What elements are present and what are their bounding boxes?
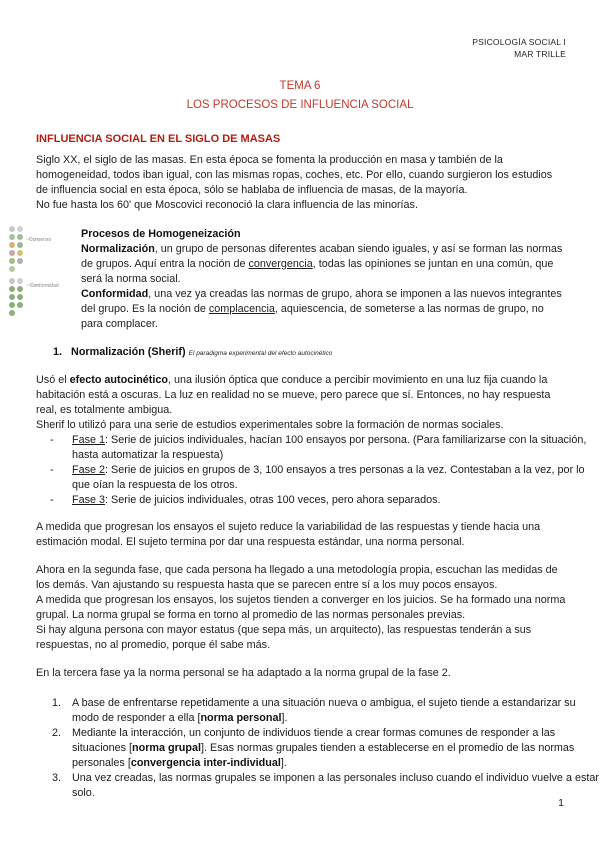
figure-label-bottom: Conformidad bbox=[30, 283, 59, 289]
dots-conformity bbox=[9, 278, 23, 316]
conf-text: , una vez ya creadas las normas de grupo, ahora se imponen a las nuevos integrantes del grupo. Es la noción de bbox=[81, 288, 562, 315]
normalization-definition bbox=[81, 242, 564, 287]
term-conformity: Conformidad bbox=[81, 288, 149, 300]
norm-text: , un grupo de personas diferentes acaban siendo iguales, y así se forman las normas de grupos. Aquí entra la noción de bbox=[81, 243, 563, 270]
body-text: Usó el bbox=[36, 374, 70, 386]
conformity-definition bbox=[81, 287, 564, 332]
page-number: 1 bbox=[558, 797, 564, 809]
third-phase-paragraph: En la tercera fase ya la norma personal se ha adaptado a la norma grupal de la fase 2. bbox=[36, 667, 451, 679]
intro-paragraph bbox=[36, 153, 566, 213]
intro-text: Siglo XX, el siglo de las masas. En esta época se fomenta la producción en masa y también de la homogeneidad, todos iban igual, con las mismas ropas, coches, etc. Por ello, cuando surgieron los estudios de influencia social en esta época, sólo se hablaba de influencia de masas, de la mayoría. bbox=[36, 154, 553, 196]
heading-normalization bbox=[53, 345, 573, 361]
homog-title: Procesos de Homogeneización bbox=[81, 228, 241, 240]
heading-text: Normalización (Sherif) bbox=[71, 346, 186, 358]
dots-consensus bbox=[9, 226, 23, 272]
phase-label: Fase 2 bbox=[72, 464, 106, 476]
document-header bbox=[472, 36, 566, 60]
phase-text: : Serie de juicios individuales, otras 100 veces, pero ahora separados. bbox=[105, 494, 441, 506]
conclusions-list bbox=[36, 696, 600, 801]
autokinetic-paragraph bbox=[36, 373, 566, 433]
homogeneization-block bbox=[81, 227, 564, 332]
list-item: - Fase 1: Serie de juicios individuales, hacían 100 ensayos por persona. (Para familiarizarse con la situación, hasta automatizar la respuesta) bbox=[50, 434, 587, 461]
progress-paragraph: A medida que progresan los ensayos el sujeto reduce la variabilidad de las respuestas y tiende hacia una estimación modal. El sujeto termina por dar una respuesta estándar, una norma personal. bbox=[36, 521, 541, 548]
second-phase-text-c: Si hay alguna persona con mayor estatus (que sepa más, un arquitecto), las respuestas tenderán a sus respuestas, no al promedio, porque él sabe más. bbox=[36, 624, 532, 651]
body-text-cont: , una ilusión óptica que conduce a percibir movimiento en una luz fija cuando la habitación está a oscuras. La luz en realidad no se mueve, pero parece que sí. Entonces, no hay respuesta real, es totalmente ambigua. bbox=[36, 374, 551, 416]
term-convergence: convergencia bbox=[248, 258, 313, 270]
phase-label: Fase 1 bbox=[72, 434, 106, 446]
term-personal-norm: norma personal bbox=[200, 712, 282, 724]
second-phase-text-a: Ahora en la segunda fase, que cada persona ha llegado a una metodología propia, escuchan las medidas de los demás. Van ajustando su respuesta hasta que se parecen entre sí a los muy pocos ensayos. bbox=[36, 564, 558, 591]
phase-text: : Serie de juicios individuales, hacían 100 ensayos por persona. (Para familiarizarse con la situación, hasta automatizar la respuesta) bbox=[72, 434, 587, 461]
sherif-use-text: Sherif lo utilizó para una serie de estudios experimentales sobre la formación de normas sociales. bbox=[36, 419, 504, 431]
homogeneization-diagram bbox=[6, 225, 76, 320]
phase-label: Fase 3 bbox=[72, 494, 106, 506]
norm-text-end: , todas las opiniones se juntan en una común, que será la norma social. bbox=[81, 258, 554, 285]
term-complacency: complacencia bbox=[208, 303, 275, 315]
figure-label-top: Ccnsenso bbox=[29, 237, 52, 243]
term-autokinetic: efecto autocinético bbox=[69, 374, 168, 386]
term-convergence-interindividual: convergencia inter-individual bbox=[130, 757, 281, 769]
phase-text: : Serie de juicios en grupos de 3, 100 ensayos a tres personas a la vez. Contestaban a la vez, por lo que oían la respuesta de los otros. bbox=[72, 464, 585, 491]
list-item: 3. Una vez creadas, las normas grupales se imponen a las personales incluso cuando el individuo vuelve a estar solo. bbox=[52, 772, 599, 799]
conf-text-end: , aquiescencia, de someterse a las normas de grupo, no para complacer. bbox=[81, 303, 544, 330]
heading-number: 1. bbox=[53, 346, 63, 358]
chapter-number: TEMA 6 bbox=[279, 80, 321, 92]
list-item: 1. A base de enfrentarse repetidamente a una situación nueva o ambigua, el sujeto tiende a estandarizar su modo de responder a ella [norma personal]. bbox=[52, 697, 576, 724]
course-name: PSICOLOGÍA SOCIAL I bbox=[472, 37, 566, 47]
heading-note: El paradigma experimental del efecto autocinético bbox=[188, 350, 333, 357]
second-phase-text-b: A medida que progresan los ensayos, los sujetos tienden a converger en los juicios. Se ha formado una norma grupal. La norma grupal se forma en torno al promedio de las normas personales previas. bbox=[36, 594, 566, 621]
list-item: - Fase 2: Serie de juicios en grupos de 3, 100 ensayos a tres personas a la vez. Contestaban a la vez, por lo que oían la respuesta de los otros. bbox=[50, 464, 585, 491]
intro-text-minorities: No fue hasta los 60' que Moscovici reconoció la clara influencia de las minorías. bbox=[36, 199, 418, 211]
section-heading: INFLUENCIA SOCIAL EN EL SIGLO DE MASAS bbox=[36, 133, 281, 145]
author-name: MAR TRILLE bbox=[514, 49, 566, 59]
term-normalization: Normalización bbox=[81, 243, 155, 255]
phases-list bbox=[36, 433, 600, 508]
chapter-title: LOS PROCESOS DE INFLUENCIA SOCIAL bbox=[186, 99, 414, 111]
second-phase-paragraph bbox=[36, 563, 568, 653]
list-item: 2. Mediante la interacción, un conjunto de individuos tiende a crear formas comunes de responder a las situaciones [norma grupal]. Esas normas grupales tienden a establecerse en el promedio de las normas personales [convergencia inter-individual]. bbox=[52, 727, 575, 769]
list-item: - Fase 3: Serie de juicios individuales, otras 100 veces, pero ahora separados. bbox=[50, 494, 441, 506]
term-group-norm: norma grupal bbox=[132, 742, 202, 754]
